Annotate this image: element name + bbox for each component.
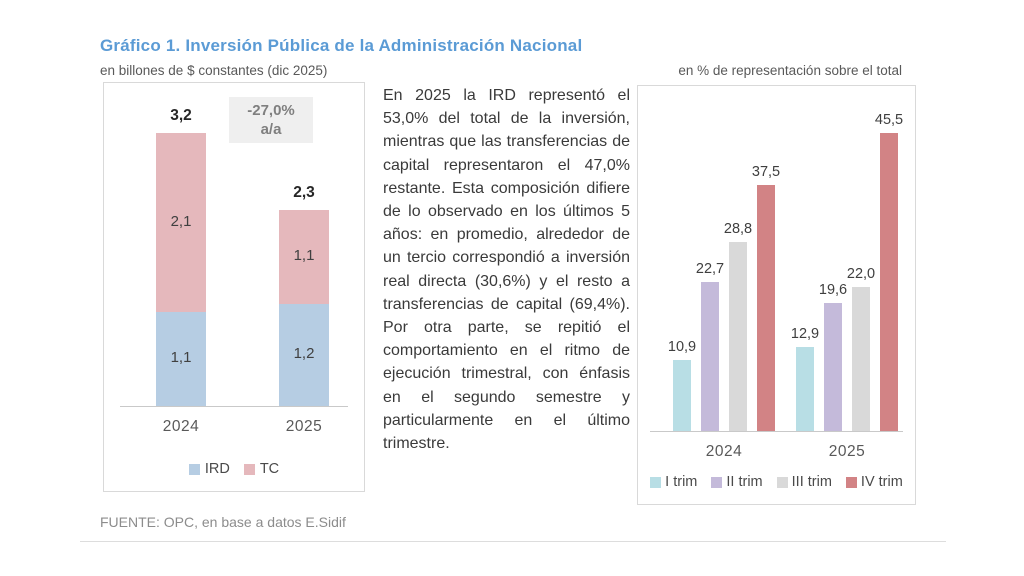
bar-IV-trim-2025	[880, 133, 898, 431]
value-label-III-trim-2024: 28,8	[723, 221, 753, 237]
x-label-2024: 2024	[162, 418, 200, 435]
annotation-line1: -27,0%	[247, 102, 295, 119]
total-label-2025: 2,3	[293, 184, 315, 201]
footer-divider	[80, 541, 946, 542]
legend-swatch-IRD	[189, 464, 200, 475]
value-label-III-trim-2025: 22,0	[846, 266, 876, 282]
total-label-2024: 3,2	[170, 107, 192, 124]
analysis-paragraph: En 2025 la IRD representó el 53,0% del total de la inversión, mientras que las transferencias de capital representaron el 47,0% restante. Esta composición difiere de lo observado en los últimos 5 años: en promedio, alrededor de un tercio correspondió a inversión real directa (30,6%) y el resto a transferencias de capital (69,4%). Por otra parte, se repitió el comportamiento en el ritmo de ejecución trimestral, con énfasis en el segundo semestre y particularmente en el último trimestre.	[383, 87, 630, 453]
bar-IV-trim-2024	[757, 185, 775, 431]
bar-III-trim-2025	[852, 287, 870, 431]
bar-III-trim-2024	[729, 242, 747, 431]
left-chart-plot	[104, 83, 364, 491]
legend-swatch-II-trim	[711, 477, 722, 488]
value-label-I-trim-2025: 12,9	[790, 326, 820, 342]
legend-item-II-trim	[711, 474, 762, 490]
left-chart-panel	[103, 82, 365, 492]
value-label-II-trim-2025: 19,6	[818, 282, 848, 298]
legend-swatch-III-trim	[777, 477, 788, 488]
left-chart-legend	[104, 461, 364, 477]
bar-I-trim-2025	[796, 347, 814, 431]
legend-item-IRD	[189, 461, 230, 477]
value-label-II-trim-2024: 22,7	[695, 261, 725, 277]
annotation-box	[229, 97, 313, 143]
bar-I-trim-2024	[673, 360, 691, 431]
legend-item-IV-trim	[846, 474, 903, 490]
legend-label-III-trim: III trim	[791, 474, 832, 490]
legend-swatch-IV-trim	[846, 477, 857, 488]
bar-II-trim-2025	[824, 303, 842, 431]
legend-label-IRD: IRD	[204, 461, 230, 477]
right-chart-subtitle: en % de representación sobre el total	[678, 63, 902, 78]
left-chart-subtitle: en billones de $ constantes (dic 2025)	[100, 63, 328, 78]
value-label-I-trim-2024: 10,9	[667, 339, 697, 355]
segment-label-TC-2024: 2,1	[170, 212, 192, 230]
legend-label-II-trim: II trim	[726, 474, 763, 490]
source-note: FUENTE: OPC, en base a datos E.Sidif	[100, 514, 346, 530]
legend-label-TC: TC	[259, 461, 280, 477]
value-label-IV-trim-2024: 37,5	[751, 164, 781, 180]
x-label-2025: 2025	[828, 443, 866, 460]
right-chart-panel	[637, 85, 916, 505]
x-label-2024: 2024	[705, 443, 743, 460]
x-label-2025: 2025	[285, 418, 323, 435]
value-label-IV-trim-2025: 45,5	[874, 112, 904, 128]
legend-label-I-trim: I trim	[665, 474, 698, 490]
right-chart-x-axis	[650, 431, 903, 432]
segment-label-IRD-2025: 1,2	[293, 345, 315, 362]
legend-item-III-trim	[777, 474, 832, 490]
legend-swatch-TC	[244, 464, 255, 475]
segment-label-IRD-2024: 1,1	[170, 349, 192, 366]
legend-item-TC	[244, 461, 279, 477]
right-chart-plot	[638, 86, 915, 504]
right-chart-legend	[638, 474, 915, 490]
bar-II-trim-2024	[701, 282, 719, 431]
page-title: Gráfico 1. Inversión Pública de la Administración Nacional	[100, 36, 583, 55]
annotation-line2: a/a	[260, 121, 282, 138]
legend-swatch-I-trim	[650, 477, 661, 488]
legend-item-I-trim	[650, 474, 697, 490]
legend-label-IV-trim: IV trim	[860, 474, 903, 490]
segment-label-TC-2025: 1,1	[293, 247, 315, 264]
left-chart-x-axis	[120, 406, 348, 407]
